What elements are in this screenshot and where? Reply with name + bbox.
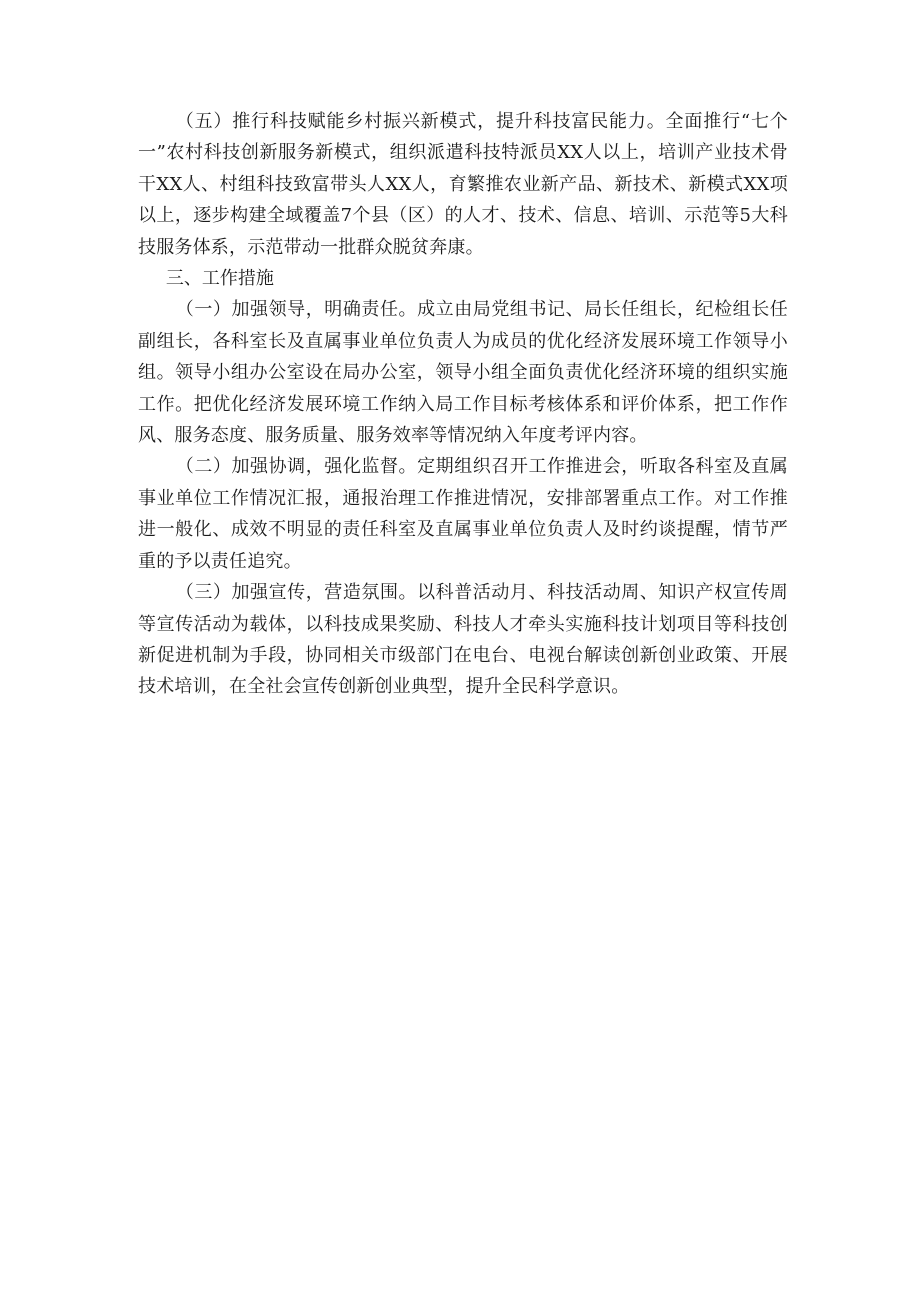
paragraph-leadership: （一）加强领导，明确责任。成立由局党组书记、局长任组长，纪检组长任副组长，各科室长及直属事业单位负责人为成员的优化经济发展环境工作领导小组。领导小组办公室设在局办公室，领导小组全面负责优化经济环境的组织实施工作。把优化经济发展环境工作纳入局工作目标考核体系和评价体系，把工作作风、服务态度、服务质量、服务效率等情况纳入年度考评内容。 (138, 299, 788, 447)
paragraph-publicity: （三）加强宣传，营造氛围。以科普活动月、科技活动周、知识产权宣传周等宣传活动为载体，以科技成果奖励、科技人才牵头实施科技计划项目等科技创新促进机制为手段，协同相关市级部门在电台、电视台解读创新创业政策、开展技术培训，在全社会宣传创新创业典型，提升全民科学意识。 (138, 582, 788, 698)
section-heading-work-measures: 三、工作措施 (165, 268, 274, 290)
paragraph-coordination: （二）加强协调，强化监督。定期组织召开工作推进会，听取各科室及直属事业单位工作情况汇报，通报治理工作推进情况，安排部署重点工作。对工作推进一般化、成效不明显的责任科室及直属事业单位负责人及时约谈提醒，情节严重的予以责任追究。 (138, 456, 788, 572)
document-page (138, 106, 788, 703)
paragraph-rural-revitalization: （五）推行科技赋能乡村振兴新模式，提升科技富民能力。全面推行“七个一”农村科技创新服务新模式，组织派遣科技特派员XX人以上，培训产业技术骨干XX人、村组科技致富带头人XX人，育繁推农业新产品、新技术、新模式XX项以上，逐步构建全域覆盖7个县（区）的人才、技术、信息、培训、示范等5大科技服务体系，示范带动一批群众脱贫奔康。 (138, 111, 788, 258)
